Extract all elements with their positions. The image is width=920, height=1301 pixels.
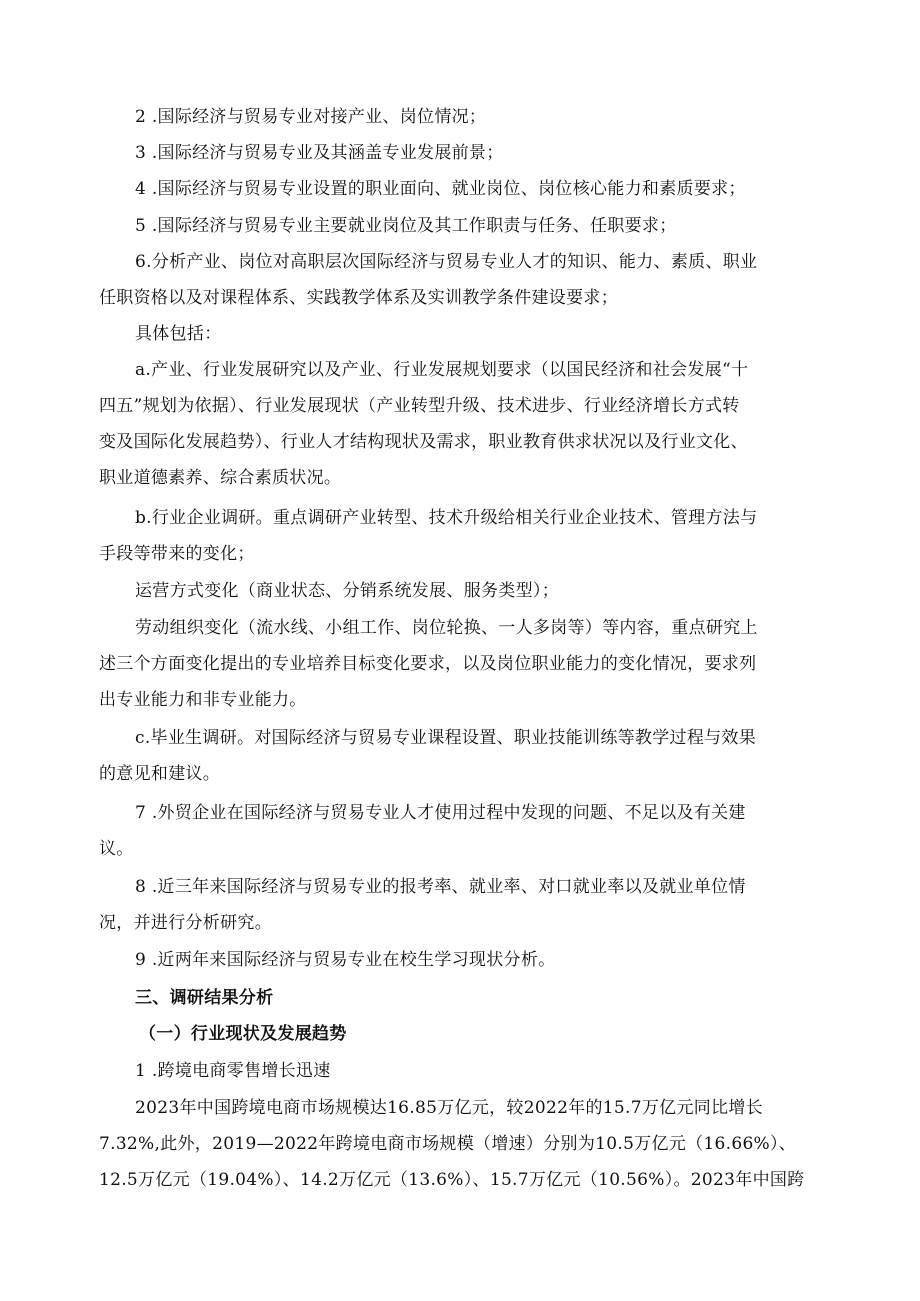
item-4-text: 4 .国际经济与贸易专业设置的职业面向、就业岗位、岗位核心能力和素质要求；: [135, 179, 746, 199]
item-b-line-1: b.行业企业调研。重点调研产业转型、技术升级给相关行业企业技术、管理方法与: [135, 508, 758, 528]
item-7-line-2: 议。: [99, 839, 134, 859]
item-5: [99, 208, 819, 244]
item-2: [99, 99, 819, 135]
item-6-line-2: 任职资格以及对课程体系、实践教学体系及实训教学条件建设要求；: [99, 288, 618, 308]
market-paragraph: [99, 1090, 819, 1198]
item-8-line-1: 8 .近三年来国际经济与贸易专业的报考率、就业率、对口就业率以及就业单位情: [135, 877, 746, 897]
item-9: [99, 942, 819, 978]
item-9-text: 9 .近两年来国际经济与贸易专业在校生学习现状分析。: [135, 950, 556, 970]
item-6-line-1: 6.分析产业、岗位对高职层次国际经济与贸易专业人才的知识、能力、素质、职业: [135, 252, 758, 272]
item-c-line-1: c.毕业生调研。对国际经济与贸易专业课程设置、职业技能训练等教学过程与效果: [135, 728, 757, 748]
labor-change-line-3: 出专业能力和非专业能力。: [99, 690, 307, 710]
item-8-line-2: 况，并进行分析研究。: [99, 913, 272, 933]
item-a-line-4: 职业道德素养、综合素质状况。: [99, 468, 342, 488]
point-1: [99, 1053, 819, 1089]
item-3-text: 3 .国际经济与贸易专业及其涵盖专业发展前景；: [135, 143, 504, 163]
item-a-line-3: 变及国际化发展趋势）、行业人才结构现状及需求，职业教育供求状况以及行业文化、: [99, 432, 748, 452]
labor-change-line-2: 述三个方面变化提出的专业培养目标变化要求，以及岗位职业能力的变化情况，要求列: [99, 654, 757, 674]
item-8: [99, 869, 819, 941]
item-a-line-1: a.产业、行业发展研究以及产业、行业发展规划要求（以国民经济和社会发展“十: [135, 360, 749, 380]
market-line-2: 7.32%,此外，2019—2022年跨境电商市场规模（增速）分别为10.5万亿元（16.66%）、: [99, 1134, 797, 1154]
ops-change-text: 运营方式变化（商业状态、分销系统发展、服务类型）；: [135, 581, 559, 601]
market-line-1: 2023年中国跨境电商市场规模达16.85万亿元，较2022年的15.7万亿元同比增长: [135, 1098, 763, 1118]
item-2-text: 2 .国际经济与贸易专业对接产业、岗位情况；: [135, 107, 487, 127]
labor-change-line-1: 劳动组织变化（流水线、小组工作、岗位轮换、一人多岗等）等内容，重点研究上: [135, 618, 758, 638]
item-5-text: 5 .国际经济与贸易专业主要就业岗位及其工作职责与任务、任职要求；: [135, 216, 677, 236]
item-7: [99, 795, 819, 867]
item-a: [99, 352, 819, 496]
item-a-line-2: 四五”规划为依据）、行业发展现状（产业转型升级、技术进步、行业经济增长方式转: [99, 396, 740, 416]
item-4: [99, 171, 819, 207]
ops-change: [99, 573, 819, 609]
labor-change: [99, 610, 819, 718]
subsection-1-title: （一）行业现状及发展趋势: [139, 1024, 347, 1044]
item-c-line-2: 的意见和建议。: [99, 764, 221, 784]
specific-label: [99, 316, 819, 352]
item-b-line-2: 手段等带来的变化；: [99, 544, 255, 564]
specific-label-text: 具体包括：: [135, 324, 222, 344]
item-7-line-1: 7 .外贸企业在国际经济与贸易专业人才使用过程中发现的问题、不足以及有关建: [135, 803, 746, 823]
point-1-text: 1 .跨境电商零售增长迅速: [135, 1061, 331, 1081]
item-c: [99, 720, 819, 792]
item-6: [99, 244, 819, 316]
subsection-1-heading: [99, 1016, 819, 1052]
section-3-heading: [99, 980, 819, 1016]
market-line-3: 12.5万亿元（19.04%）、14.2万亿元（13.6%）、15.7万亿元（10.56%）。2023年中国跨: [99, 1170, 805, 1190]
section-3-title: 三、调研结果分析: [135, 988, 274, 1008]
item-b: [99, 500, 819, 572]
item-3: [99, 135, 819, 171]
